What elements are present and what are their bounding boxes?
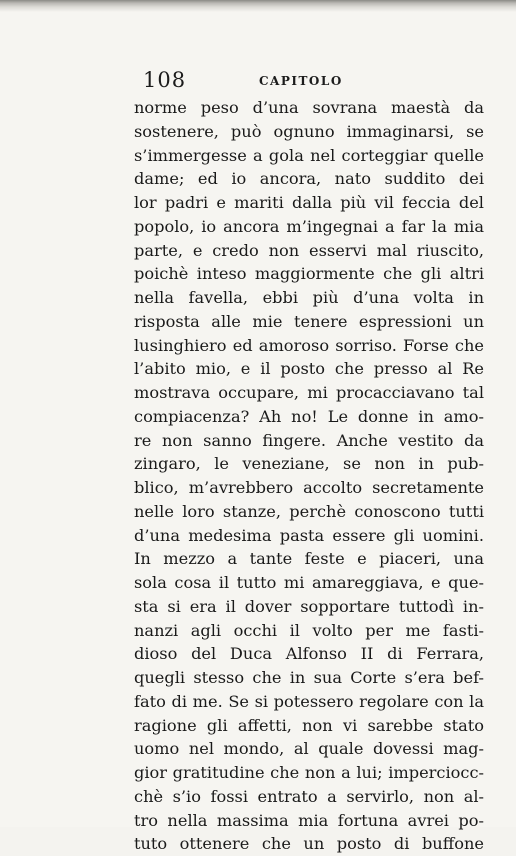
text-line: nelle loro stanze, perchè conoscono tutti [134,501,484,521]
running-head: CAPITOLO [259,74,343,88]
text-line: lusinghiero ed amoroso sorriso. Forse che [134,335,484,355]
text-line: sola cosa il tutto mi amareggiava, e que- [134,573,484,592]
text-line: re non sanno fingere. Anche vestito da [134,430,484,450]
text-line: blico, m’avrebbero accolto secretamente [134,478,484,497]
text-line: poichè inteso maggiormente che gli altri [134,264,484,284]
text-line: nella favella, ebbi più d’una volta in [134,288,484,307]
text-line: sostenere, può ognuno immaginarsi, se [134,121,484,141]
text-line: norme peso d’una sovrana maestà da [134,98,484,117]
page-header [143,68,473,98]
text-line: parte, e credo non esservi mal riuscito, [134,240,484,260]
text-line: lor padri e mariti dalla più vil feccia del [134,193,484,212]
text-line: fato di me. Se si potessero regolare con la [134,691,484,711]
paragraph-2 [134,547,484,856]
text-line: tro nella massima mia fortuna avrei po- [134,810,484,830]
text-line: dame; ed io ancora, nato suddito dei [134,169,484,189]
text-line: mostrava occupare, mi procacciavano tal [134,383,484,402]
text-line: gior gratitudine che non a lui; imperciocc- [134,763,484,782]
text-line: uomo nel mondo, al quale dovessi mag- [134,739,484,759]
text-line: sta si era il dover sopportare tuttodì in- [134,596,484,616]
text-line: l’abito mio, e il posto che presso al Re [134,359,484,379]
text-line: chè s’io fossi entrato a servirlo, non al- [134,786,484,806]
text-line: risposta alle mie tenere espressioni un [134,311,484,331]
text-line: s’immergesse a gola nel corteggiar quelle [134,145,484,165]
text-line: nanzi agli occhi il volto per me fasti- [134,620,484,640]
text-line: dioso del Duca Alfonso II di Ferrara, [134,644,484,664]
text-line: zingaro, le veneziane, se non in pub- [134,454,484,474]
text-line: tuto ottenere che un posto di buffone [134,834,484,854]
text-line: d’una medesima pasta essere gli uomini. [134,525,484,545]
text-line: compiacenza? Ah no! Le donne in amo- [134,406,484,426]
text-line: In mezzo a tante feste e piaceri, una [134,549,484,569]
body-text [134,96,484,856]
page-top-edge [0,0,516,12]
text-line: ragione gli affetti, non vi sarebbe stato [134,715,484,735]
text-line: popolo, io ancora m’ingegnai a far la mia [134,216,484,236]
paragraph-1 [134,96,484,547]
page-number: 108 [143,68,187,92]
text-line: quegli stesso che in sua Corte s’era bef- [134,668,484,687]
